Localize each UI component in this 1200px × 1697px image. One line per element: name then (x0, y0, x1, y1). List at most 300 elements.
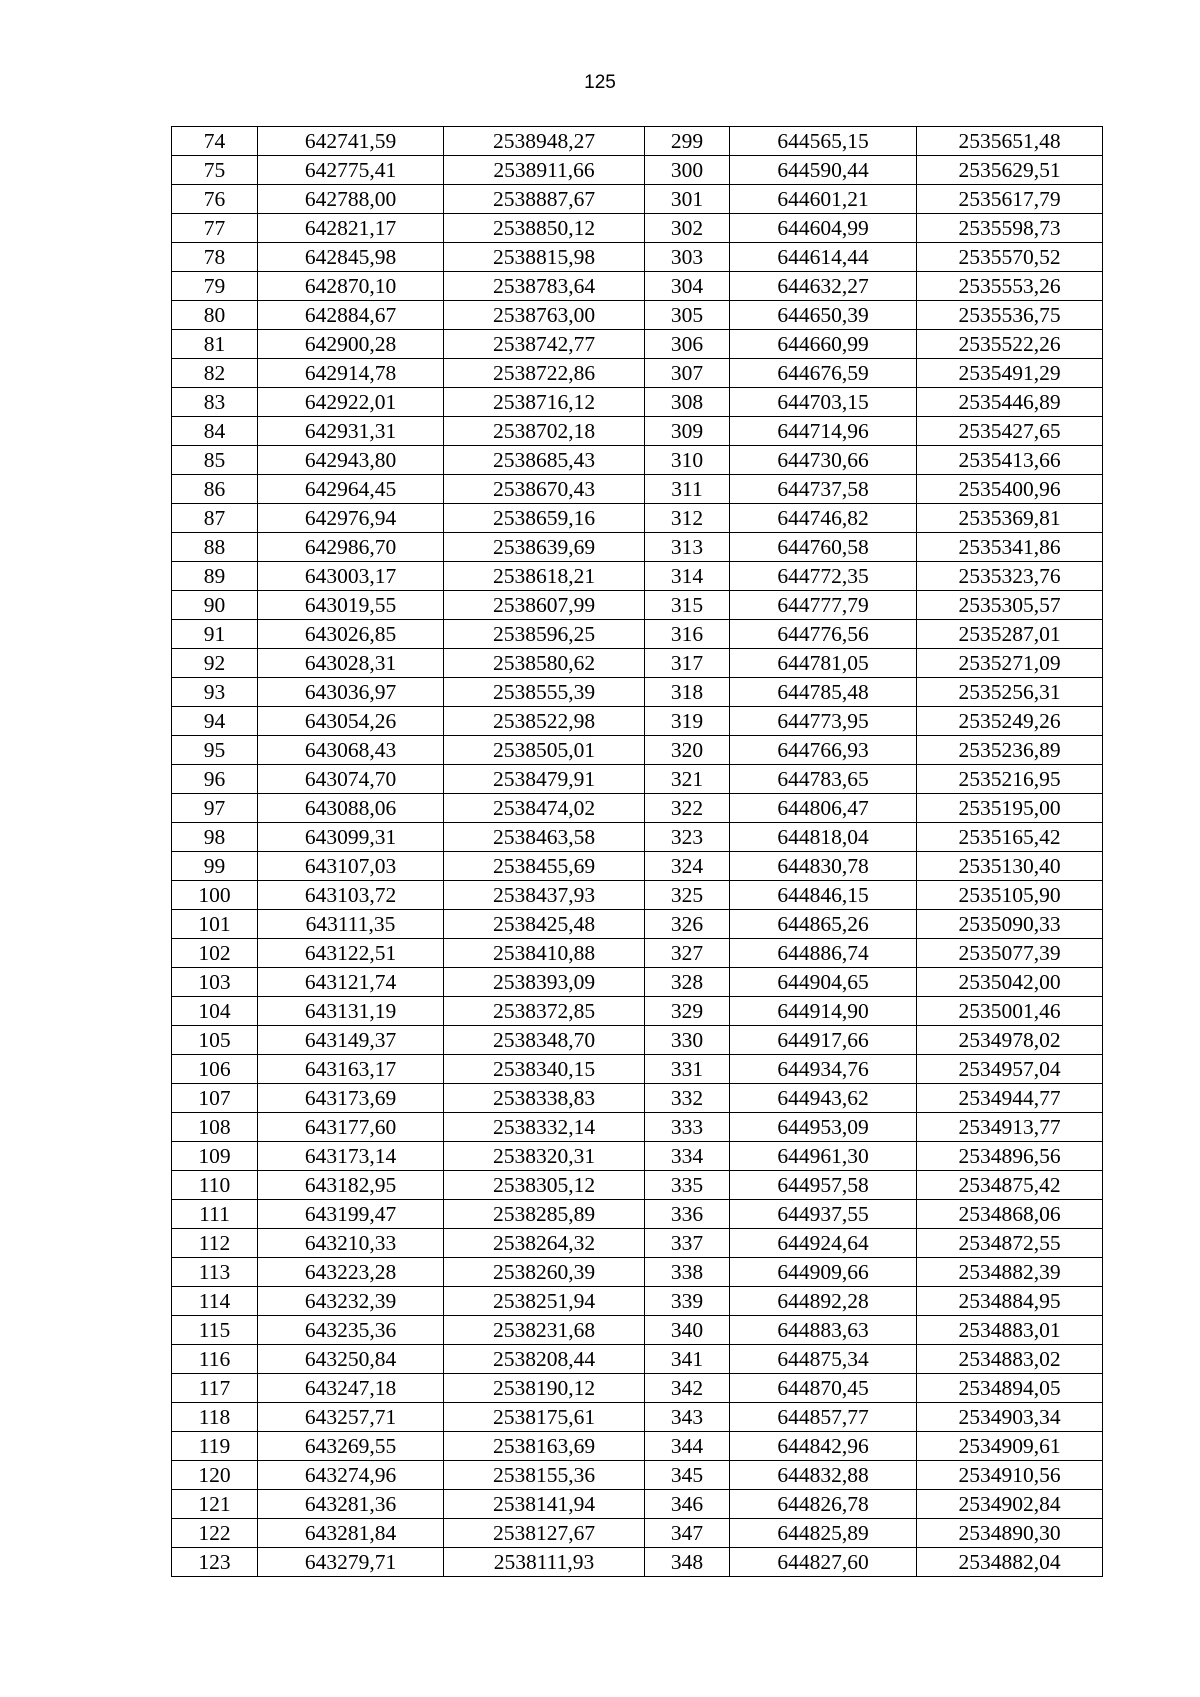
x-coordinate-cell: 643232,39 (258, 1287, 444, 1316)
y-coordinate-cell: 2538127,67 (444, 1519, 645, 1548)
y-coordinate-cell: 2535536,75 (917, 301, 1103, 330)
point-number-cell: 338 (645, 1258, 730, 1287)
x-coordinate-cell: 644650,39 (730, 301, 917, 330)
point-number-cell: 105 (172, 1026, 258, 1055)
y-coordinate-cell: 2535105,90 (917, 881, 1103, 910)
x-coordinate-cell: 644826,78 (730, 1490, 917, 1519)
point-number-cell: 317 (645, 649, 730, 678)
point-number-cell: 306 (645, 330, 730, 359)
y-coordinate-cell: 2538479,91 (444, 765, 645, 794)
x-coordinate-cell: 644806,47 (730, 794, 917, 823)
x-coordinate-cell: 643026,85 (258, 620, 444, 649)
x-coordinate-cell: 642845,98 (258, 243, 444, 272)
point-number-cell: 79 (172, 272, 258, 301)
table-row (172, 794, 1103, 823)
x-coordinate-cell: 643173,14 (258, 1142, 444, 1171)
y-coordinate-cell: 2535256,31 (917, 678, 1103, 707)
y-coordinate-cell: 2534903,34 (917, 1403, 1103, 1432)
y-coordinate-cell: 2538251,94 (444, 1287, 645, 1316)
point-number-cell: 111 (172, 1200, 258, 1229)
x-coordinate-cell: 644937,55 (730, 1200, 917, 1229)
x-coordinate-cell: 644714,96 (730, 417, 917, 446)
point-number-cell: 75 (172, 156, 258, 185)
x-coordinate-cell: 644917,66 (730, 1026, 917, 1055)
point-number-cell: 304 (645, 272, 730, 301)
point-number-cell: 109 (172, 1142, 258, 1171)
x-coordinate-cell: 644777,79 (730, 591, 917, 620)
point-number-cell: 100 (172, 881, 258, 910)
point-number-cell: 107 (172, 1084, 258, 1113)
x-coordinate-cell: 642964,45 (258, 475, 444, 504)
y-coordinate-cell: 2538111,93 (444, 1548, 645, 1577)
point-number-cell: 108 (172, 1113, 258, 1142)
point-number-cell: 315 (645, 591, 730, 620)
point-number-cell: 80 (172, 301, 258, 330)
y-coordinate-cell: 2535236,89 (917, 736, 1103, 765)
x-coordinate-cell: 644934,76 (730, 1055, 917, 1084)
point-number-cell: 106 (172, 1055, 258, 1084)
x-coordinate-cell: 644604,99 (730, 214, 917, 243)
table-row (172, 1548, 1103, 1577)
point-number-cell: 329 (645, 997, 730, 1026)
point-number-cell: 118 (172, 1403, 258, 1432)
y-coordinate-cell: 2535001,46 (917, 997, 1103, 1026)
y-coordinate-cell: 2534882,04 (917, 1548, 1103, 1577)
x-coordinate-cell: 643088,06 (258, 794, 444, 823)
y-coordinate-cell: 2534978,02 (917, 1026, 1103, 1055)
y-coordinate-cell: 2535598,73 (917, 214, 1103, 243)
x-coordinate-cell: 642884,67 (258, 301, 444, 330)
y-coordinate-cell: 2538555,39 (444, 678, 645, 707)
x-coordinate-cell: 643223,28 (258, 1258, 444, 1287)
x-coordinate-cell: 642741,59 (258, 127, 444, 156)
y-coordinate-cell: 2535522,26 (917, 330, 1103, 359)
table-row (172, 1171, 1103, 1200)
point-number-cell: 340 (645, 1316, 730, 1345)
y-coordinate-cell: 2535323,76 (917, 562, 1103, 591)
x-coordinate-cell: 643210,33 (258, 1229, 444, 1258)
x-coordinate-cell: 644883,63 (730, 1316, 917, 1345)
y-coordinate-cell: 2538702,18 (444, 417, 645, 446)
x-coordinate-cell: 644961,30 (730, 1142, 917, 1171)
table-row (172, 591, 1103, 620)
table-row (172, 1374, 1103, 1403)
y-coordinate-cell: 2538685,43 (444, 446, 645, 475)
table-row (172, 388, 1103, 417)
y-coordinate-cell: 2534883,02 (917, 1345, 1103, 1374)
point-number-cell: 319 (645, 707, 730, 736)
y-coordinate-cell: 2538474,02 (444, 794, 645, 823)
y-coordinate-cell: 2538596,25 (444, 620, 645, 649)
point-number-cell: 322 (645, 794, 730, 823)
y-coordinate-cell: 2534882,39 (917, 1258, 1103, 1287)
point-number-cell: 119 (172, 1432, 258, 1461)
table-row (172, 1026, 1103, 1055)
y-coordinate-cell: 2538522,98 (444, 707, 645, 736)
x-coordinate-cell: 644614,44 (730, 243, 917, 272)
point-number-cell: 342 (645, 1374, 730, 1403)
x-coordinate-cell: 643247,18 (258, 1374, 444, 1403)
point-number-cell: 344 (645, 1432, 730, 1461)
x-coordinate-cell: 644892,28 (730, 1287, 917, 1316)
y-coordinate-cell: 2538372,85 (444, 997, 645, 1026)
y-coordinate-cell: 2538607,99 (444, 591, 645, 620)
coordinates-table (171, 126, 1103, 1577)
y-coordinate-cell: 2535249,26 (917, 707, 1103, 736)
y-coordinate-cell: 2538763,00 (444, 301, 645, 330)
y-coordinate-cell: 2538393,09 (444, 968, 645, 997)
y-coordinate-cell: 2538911,66 (444, 156, 645, 185)
point-number-cell: 84 (172, 417, 258, 446)
y-coordinate-cell: 2535651,48 (917, 127, 1103, 156)
table-row (172, 736, 1103, 765)
y-coordinate-cell: 2534883,01 (917, 1316, 1103, 1345)
y-coordinate-cell: 2538455,69 (444, 852, 645, 881)
point-number-cell: 89 (172, 562, 258, 591)
y-coordinate-cell: 2538659,16 (444, 504, 645, 533)
point-number-cell: 98 (172, 823, 258, 852)
y-coordinate-cell: 2535491,29 (917, 359, 1103, 388)
x-coordinate-cell: 644870,45 (730, 1374, 917, 1403)
x-coordinate-cell: 644776,56 (730, 620, 917, 649)
table-row (172, 707, 1103, 736)
x-coordinate-cell: 644842,96 (730, 1432, 917, 1461)
point-number-cell: 97 (172, 794, 258, 823)
x-coordinate-cell: 643036,97 (258, 678, 444, 707)
x-coordinate-cell: 643163,17 (258, 1055, 444, 1084)
point-number-cell: 86 (172, 475, 258, 504)
point-number-cell: 314 (645, 562, 730, 591)
point-number-cell: 326 (645, 910, 730, 939)
x-coordinate-cell: 643257,71 (258, 1403, 444, 1432)
point-number-cell: 333 (645, 1113, 730, 1142)
point-number-cell: 120 (172, 1461, 258, 1490)
x-coordinate-cell: 644886,74 (730, 939, 917, 968)
table-row (172, 1055, 1103, 1084)
table-row (172, 678, 1103, 707)
x-coordinate-cell: 644904,65 (730, 968, 917, 997)
point-number-cell: 81 (172, 330, 258, 359)
y-coordinate-cell: 2538163,69 (444, 1432, 645, 1461)
y-coordinate-cell: 2538815,98 (444, 243, 645, 272)
y-coordinate-cell: 2535195,00 (917, 794, 1103, 823)
y-coordinate-cell: 2535570,52 (917, 243, 1103, 272)
point-number-cell: 114 (172, 1287, 258, 1316)
y-coordinate-cell: 2538320,31 (444, 1142, 645, 1171)
point-number-cell: 94 (172, 707, 258, 736)
x-coordinate-cell: 643103,72 (258, 881, 444, 910)
point-number-cell: 303 (645, 243, 730, 272)
point-number-cell: 336 (645, 1200, 730, 1229)
x-coordinate-cell: 644766,93 (730, 736, 917, 765)
y-coordinate-cell: 2538887,67 (444, 185, 645, 214)
x-coordinate-cell: 642976,94 (258, 504, 444, 533)
point-number-cell: 320 (645, 736, 730, 765)
point-number-cell: 110 (172, 1171, 258, 1200)
point-number-cell: 96 (172, 765, 258, 794)
y-coordinate-cell: 2538264,32 (444, 1229, 645, 1258)
point-number-cell: 301 (645, 185, 730, 214)
y-coordinate-cell: 2535369,81 (917, 504, 1103, 533)
x-coordinate-cell: 644832,88 (730, 1461, 917, 1490)
point-number-cell: 331 (645, 1055, 730, 1084)
point-number-cell: 300 (645, 156, 730, 185)
x-coordinate-cell: 644601,21 (730, 185, 917, 214)
point-number-cell: 83 (172, 388, 258, 417)
point-number-cell: 101 (172, 910, 258, 939)
table-row (172, 620, 1103, 649)
y-coordinate-cell: 2538348,70 (444, 1026, 645, 1055)
x-coordinate-cell: 644632,27 (730, 272, 917, 301)
y-coordinate-cell: 2535617,79 (917, 185, 1103, 214)
x-coordinate-cell: 644760,58 (730, 533, 917, 562)
x-coordinate-cell: 643003,17 (258, 562, 444, 591)
point-number-cell: 115 (172, 1316, 258, 1345)
point-number-cell: 299 (645, 127, 730, 156)
table-row (172, 533, 1103, 562)
point-number-cell: 121 (172, 1490, 258, 1519)
y-coordinate-cell: 2534884,95 (917, 1287, 1103, 1316)
y-coordinate-cell: 2538505,01 (444, 736, 645, 765)
x-coordinate-cell: 643182,95 (258, 1171, 444, 1200)
point-number-cell: 95 (172, 736, 258, 765)
table-row (172, 1200, 1103, 1229)
x-coordinate-cell: 643281,84 (258, 1519, 444, 1548)
y-coordinate-cell: 2535413,66 (917, 446, 1103, 475)
table-row (172, 1258, 1103, 1287)
table-row (172, 417, 1103, 446)
x-coordinate-cell: 642775,41 (258, 156, 444, 185)
y-coordinate-cell: 2538208,44 (444, 1345, 645, 1374)
table-row (172, 1490, 1103, 1519)
point-number-cell: 90 (172, 591, 258, 620)
y-coordinate-cell: 2538305,12 (444, 1171, 645, 1200)
y-coordinate-cell: 2535216,95 (917, 765, 1103, 794)
point-number-cell: 104 (172, 997, 258, 1026)
table-row (172, 562, 1103, 591)
point-number-cell: 305 (645, 301, 730, 330)
y-coordinate-cell: 2535341,86 (917, 533, 1103, 562)
point-number-cell: 74 (172, 127, 258, 156)
point-number-cell: 78 (172, 243, 258, 272)
table-row (172, 823, 1103, 852)
y-coordinate-cell: 2538580,62 (444, 649, 645, 678)
y-coordinate-cell: 2535130,40 (917, 852, 1103, 881)
y-coordinate-cell: 2538722,86 (444, 359, 645, 388)
y-coordinate-cell: 2538155,36 (444, 1461, 645, 1490)
x-coordinate-cell: 644785,48 (730, 678, 917, 707)
y-coordinate-cell: 2538410,88 (444, 939, 645, 968)
y-coordinate-cell: 2538338,83 (444, 1084, 645, 1113)
x-coordinate-cell: 642986,70 (258, 533, 444, 562)
x-coordinate-cell: 644781,05 (730, 649, 917, 678)
point-number-cell: 310 (645, 446, 730, 475)
x-coordinate-cell: 644783,65 (730, 765, 917, 794)
table-row (172, 1084, 1103, 1113)
point-number-cell: 87 (172, 504, 258, 533)
table-row (172, 1432, 1103, 1461)
x-coordinate-cell: 644772,35 (730, 562, 917, 591)
y-coordinate-cell: 2534894,05 (917, 1374, 1103, 1403)
point-number-cell: 92 (172, 649, 258, 678)
table-row (172, 881, 1103, 910)
point-number-cell: 93 (172, 678, 258, 707)
x-coordinate-cell: 644590,44 (730, 156, 917, 185)
table-row (172, 156, 1103, 185)
y-coordinate-cell: 2534944,77 (917, 1084, 1103, 1113)
point-number-cell: 112 (172, 1229, 258, 1258)
table-row (172, 1316, 1103, 1345)
x-coordinate-cell: 643177,60 (258, 1113, 444, 1142)
table-row (172, 968, 1103, 997)
y-coordinate-cell: 2535446,89 (917, 388, 1103, 417)
x-coordinate-cell: 644746,82 (730, 504, 917, 533)
y-coordinate-cell: 2538141,94 (444, 1490, 645, 1519)
point-number-cell: 328 (645, 968, 730, 997)
x-coordinate-cell: 643281,36 (258, 1490, 444, 1519)
y-coordinate-cell: 2535042,00 (917, 968, 1103, 997)
point-number-cell: 332 (645, 1084, 730, 1113)
x-coordinate-cell: 643054,26 (258, 707, 444, 736)
coordinates-table-body (172, 127, 1103, 1577)
y-coordinate-cell: 2538285,89 (444, 1200, 645, 1229)
y-coordinate-cell: 2534909,61 (917, 1432, 1103, 1461)
table-row (172, 272, 1103, 301)
x-coordinate-cell: 643099,31 (258, 823, 444, 852)
point-number-cell: 345 (645, 1461, 730, 1490)
point-number-cell: 88 (172, 533, 258, 562)
point-number-cell: 302 (645, 214, 730, 243)
point-number-cell: 316 (645, 620, 730, 649)
y-coordinate-cell: 2538850,12 (444, 214, 645, 243)
x-coordinate-cell: 643235,36 (258, 1316, 444, 1345)
x-coordinate-cell: 643111,35 (258, 910, 444, 939)
y-coordinate-cell: 2538437,93 (444, 881, 645, 910)
point-number-cell: 77 (172, 214, 258, 243)
point-number-cell: 343 (645, 1403, 730, 1432)
y-coordinate-cell: 2535629,51 (917, 156, 1103, 185)
x-coordinate-cell: 642943,80 (258, 446, 444, 475)
table-row (172, 301, 1103, 330)
y-coordinate-cell: 2534868,06 (917, 1200, 1103, 1229)
point-number-cell: 337 (645, 1229, 730, 1258)
table-row (172, 185, 1103, 214)
x-coordinate-cell: 643269,55 (258, 1432, 444, 1461)
table-row (172, 504, 1103, 533)
x-coordinate-cell: 643173,69 (258, 1084, 444, 1113)
y-coordinate-cell: 2535165,42 (917, 823, 1103, 852)
y-coordinate-cell: 2538425,48 (444, 910, 645, 939)
table-row (172, 330, 1103, 359)
y-coordinate-cell: 2538639,69 (444, 533, 645, 562)
x-coordinate-cell: 644953,09 (730, 1113, 917, 1142)
x-coordinate-cell: 644565,15 (730, 127, 917, 156)
point-number-cell: 123 (172, 1548, 258, 1577)
point-number-cell: 117 (172, 1374, 258, 1403)
y-coordinate-cell: 2535077,39 (917, 939, 1103, 968)
point-number-cell: 76 (172, 185, 258, 214)
y-coordinate-cell: 2538948,27 (444, 127, 645, 156)
table-row (172, 1287, 1103, 1316)
x-coordinate-cell: 644830,78 (730, 852, 917, 881)
table-row (172, 1461, 1103, 1490)
table-row (172, 1142, 1103, 1171)
point-number-cell: 313 (645, 533, 730, 562)
table-row (172, 1519, 1103, 1548)
table-row (172, 446, 1103, 475)
y-coordinate-cell: 2538231,68 (444, 1316, 645, 1345)
y-coordinate-cell: 2535287,01 (917, 620, 1103, 649)
point-number-cell: 312 (645, 504, 730, 533)
y-coordinate-cell: 2535090,33 (917, 910, 1103, 939)
table-row (172, 997, 1103, 1026)
x-coordinate-cell: 642821,17 (258, 214, 444, 243)
point-number-cell: 334 (645, 1142, 730, 1171)
table-row (172, 1229, 1103, 1258)
x-coordinate-cell: 643028,31 (258, 649, 444, 678)
y-coordinate-cell: 2535400,96 (917, 475, 1103, 504)
point-number-cell: 321 (645, 765, 730, 794)
point-number-cell: 324 (645, 852, 730, 881)
point-number-cell: 347 (645, 1519, 730, 1548)
x-coordinate-cell: 643068,43 (258, 736, 444, 765)
x-coordinate-cell: 643274,96 (258, 1461, 444, 1490)
point-number-cell: 308 (645, 388, 730, 417)
table-row (172, 939, 1103, 968)
x-coordinate-cell: 644865,26 (730, 910, 917, 939)
x-coordinate-cell: 644676,59 (730, 359, 917, 388)
point-number-cell: 348 (645, 1548, 730, 1577)
y-coordinate-cell: 2538340,15 (444, 1055, 645, 1084)
y-coordinate-cell: 2535305,57 (917, 591, 1103, 620)
table-row (172, 910, 1103, 939)
x-coordinate-cell: 644846,15 (730, 881, 917, 910)
table-row (172, 1403, 1103, 1432)
x-coordinate-cell: 644703,15 (730, 388, 917, 417)
y-coordinate-cell: 2534902,84 (917, 1490, 1103, 1519)
x-coordinate-cell: 642922,01 (258, 388, 444, 417)
point-number-cell: 346 (645, 1490, 730, 1519)
x-coordinate-cell: 644827,60 (730, 1548, 917, 1577)
x-coordinate-cell: 644825,89 (730, 1519, 917, 1548)
y-coordinate-cell: 2538463,58 (444, 823, 645, 852)
x-coordinate-cell: 643019,55 (258, 591, 444, 620)
point-number-cell: 307 (645, 359, 730, 388)
x-coordinate-cell: 643199,47 (258, 1200, 444, 1229)
table-row (172, 243, 1103, 272)
table-row (172, 649, 1103, 678)
y-coordinate-cell: 2535271,09 (917, 649, 1103, 678)
x-coordinate-cell: 643250,84 (258, 1345, 444, 1374)
y-coordinate-cell: 2538783,64 (444, 272, 645, 301)
point-number-cell: 309 (645, 417, 730, 446)
point-number-cell: 103 (172, 968, 258, 997)
y-coordinate-cell: 2534957,04 (917, 1055, 1103, 1084)
x-coordinate-cell: 644924,64 (730, 1229, 917, 1258)
y-coordinate-cell: 2534896,56 (917, 1142, 1103, 1171)
point-number-cell: 330 (645, 1026, 730, 1055)
y-coordinate-cell: 2538618,21 (444, 562, 645, 591)
x-coordinate-cell: 644730,66 (730, 446, 917, 475)
y-coordinate-cell: 2538190,12 (444, 1374, 645, 1403)
x-coordinate-cell: 644914,90 (730, 997, 917, 1026)
x-coordinate-cell: 643149,37 (258, 1026, 444, 1055)
x-coordinate-cell: 642914,78 (258, 359, 444, 388)
point-number-cell: 91 (172, 620, 258, 649)
x-coordinate-cell: 642788,00 (258, 185, 444, 214)
x-coordinate-cell: 644660,99 (730, 330, 917, 359)
x-coordinate-cell: 644857,77 (730, 1403, 917, 1432)
